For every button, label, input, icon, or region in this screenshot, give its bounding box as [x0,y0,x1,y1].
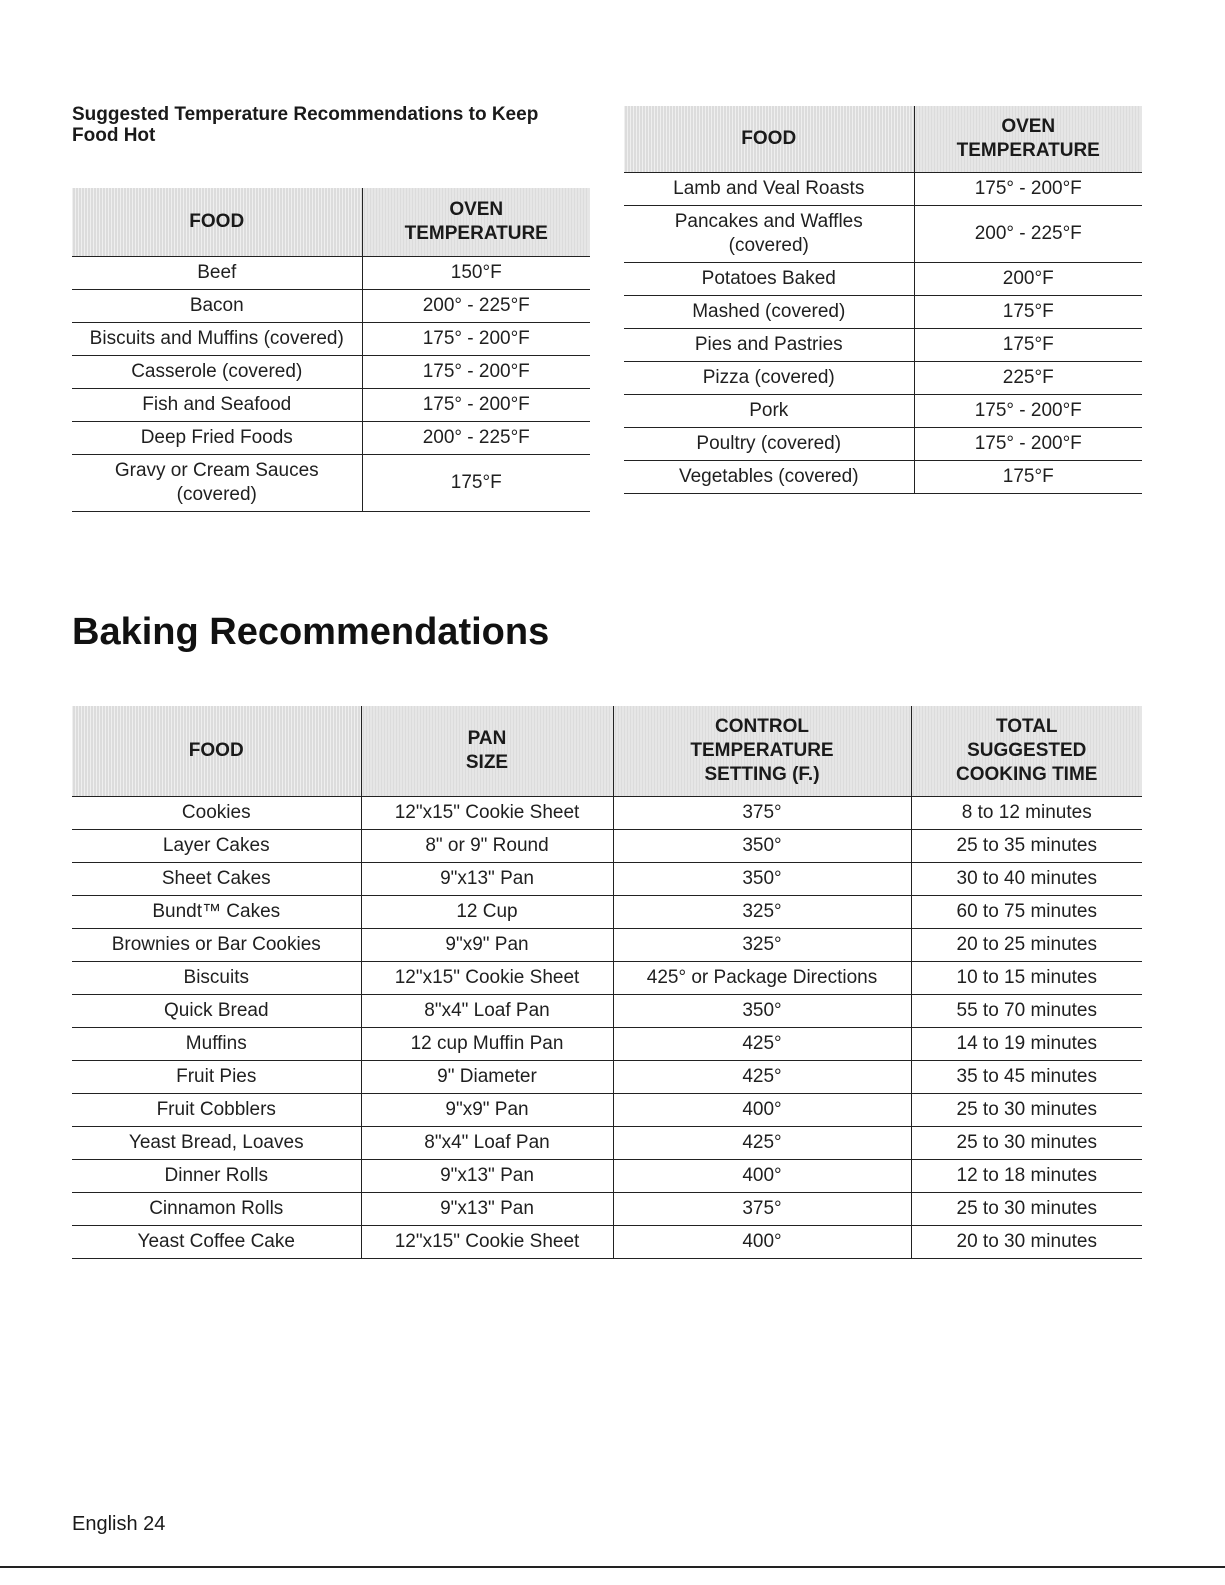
table-row [72,1226,1142,1259]
food-cell: Pork [624,395,914,428]
table-row [72,323,590,356]
temp-cell: 175°F [914,329,1142,362]
food-cell: Biscuits and Muffins (covered) [72,323,362,356]
pan-cell: 9"x13" Pan [361,1160,613,1193]
food-cell: Poultry (covered) [624,428,914,461]
food-cell: Potatoes Baked [624,263,914,296]
table-row [624,395,1142,428]
food-cell: Brownies or Bar Cookies [72,929,361,962]
table-row [72,1094,1142,1127]
baking-table [72,706,1142,1259]
food-cell: Yeast Coffee Cake [72,1226,361,1259]
food-cell: Dinner Rolls [72,1160,361,1193]
table-row [72,929,1142,962]
table-row [624,263,1142,296]
table-row [72,830,1142,863]
temp-cell: 400° [613,1226,911,1259]
bottom-divider [0,1566,1225,1568]
temp-cell: 175°F [914,461,1142,494]
table-row [72,389,590,422]
temp-cell: 350° [613,863,911,896]
food-cell: Muffins [72,1028,361,1061]
pan-cell: 12 Cup [361,896,613,929]
food-cell: Beef [72,257,362,290]
temp-cell: 175°F [362,455,590,512]
time-cell: 20 to 25 minutes [911,929,1142,962]
table-row [624,173,1142,206]
food-cell: Pizza (covered) [624,362,914,395]
control-temperature-header: CONTROL TEMPERATURE SETTING (F.) [613,706,911,797]
time-cell: 12 to 18 minutes [911,1160,1142,1193]
pan-cell: 9"x9" Pan [361,1094,613,1127]
temp-cell: 150°F [362,257,590,290]
table-row [72,1028,1142,1061]
table-row [624,428,1142,461]
keep-hot-table-right [624,106,1142,494]
oven-temperature-header: OVEN TEMPERATURE [362,188,590,257]
table-header-row [624,106,1142,173]
pan-cell: 12"x15" Cookie Sheet [361,797,613,830]
table-row [72,1160,1142,1193]
temp-cell: 175° - 200°F [362,356,590,389]
keep-hot-title [72,104,592,146]
temp-cell: 200° - 225°F [914,206,1142,263]
table-row [72,797,1142,830]
pan-cell: 12"x15" Cookie Sheet [361,1226,613,1259]
pan-size-header: PAN SIZE [361,706,613,797]
time-cell: 55 to 70 minutes [911,995,1142,1028]
food-cell: Gravy or Cream Sauces (covered) [72,455,362,512]
baking-heading: Baking Recommendations [72,611,550,653]
table-row [72,962,1142,995]
temp-cell: 200° - 225°F [362,290,590,323]
table-row [72,257,590,290]
cooking-time-header: TOTAL SUGGESTED COOKING TIME [911,706,1142,797]
pan-cell: 9"x13" Pan [361,1193,613,1226]
temp-cell: 350° [613,830,911,863]
time-cell: 10 to 15 minutes [911,962,1142,995]
pan-cell: 12"x15" Cookie Sheet [361,962,613,995]
food-cell: Lamb and Veal Roasts [624,173,914,206]
time-cell: 25 to 30 minutes [911,1127,1142,1160]
temp-cell: 200° - 225°F [362,422,590,455]
food-cell: Bundt™ Cakes [72,896,361,929]
table-row [72,995,1142,1028]
food-header: FOOD [624,106,914,173]
food-cell: Yeast Bread, Loaves [72,1127,361,1160]
table-row [72,1061,1142,1094]
food-cell: Vegetables (covered) [624,461,914,494]
table-row [72,896,1142,929]
temp-cell: 175°F [914,296,1142,329]
time-cell: 60 to 75 minutes [911,896,1142,929]
time-cell: 14 to 19 minutes [911,1028,1142,1061]
food-cell: Layer Cakes [72,830,361,863]
food-cell: Fish and Seafood [72,389,362,422]
table-row [72,1193,1142,1226]
food-header: FOOD [72,188,362,257]
keep-hot-title-line1: Suggested Temperature Recommendations to Keep [72,104,539,125]
food-cell: Casserole (covered) [72,356,362,389]
temp-cell: 425° or Package Directions [613,962,911,995]
temp-cell: 400° [613,1160,911,1193]
time-cell: 25 to 30 minutes [911,1094,1142,1127]
food-header: FOOD [72,706,361,797]
temp-cell: 175° - 200°F [914,395,1142,428]
temp-cell: 175° - 200°F [362,323,590,356]
food-cell: Bacon [72,290,362,323]
food-cell: Sheet Cakes [72,863,361,896]
pan-cell: 9"x9" Pan [361,929,613,962]
table-header-row [72,706,1142,797]
temp-cell: 375° [613,797,911,830]
food-cell: Fruit Pies [72,1061,361,1094]
food-cell: Mashed (covered) [624,296,914,329]
temp-cell: 400° [613,1094,911,1127]
pan-cell: 8"x4" Loaf Pan [361,1127,613,1160]
pan-cell: 8" or 9" Round [361,830,613,863]
table-row [624,329,1142,362]
table-row [72,290,590,323]
time-cell: 20 to 30 minutes [911,1226,1142,1259]
keep-hot-title-line2: Food Hot [72,125,156,146]
temp-cell: 425° [613,1028,911,1061]
temp-cell: 325° [613,896,911,929]
temp-cell: 375° [613,1193,911,1226]
temp-cell: 175° - 200°F [914,428,1142,461]
pan-cell: 12 cup Muffin Pan [361,1028,613,1061]
temp-cell: 325° [613,929,911,962]
pan-cell: 9" Diameter [361,1061,613,1094]
food-cell: Biscuits [72,962,361,995]
table-row [624,206,1142,263]
time-cell: 25 to 35 minutes [911,830,1142,863]
table-row [72,1127,1142,1160]
time-cell: 35 to 45 minutes [911,1061,1142,1094]
food-cell: Pies and Pastries [624,329,914,362]
temp-cell: 200°F [914,263,1142,296]
oven-temperature-header: OVEN TEMPERATURE [914,106,1142,173]
food-cell: Quick Bread [72,995,361,1028]
temp-cell: 425° [613,1127,911,1160]
table-row [72,455,590,512]
table-row [72,863,1142,896]
table-row [624,362,1142,395]
table-header-row [72,188,590,257]
pan-cell: 8"x4" Loaf Pan [361,995,613,1028]
table-row [72,422,590,455]
table-row [624,461,1142,494]
time-cell: 30 to 40 minutes [911,863,1142,896]
time-cell: 8 to 12 minutes [911,797,1142,830]
table-row [72,356,590,389]
temp-cell: 175° - 200°F [914,173,1142,206]
food-cell: Deep Fried Foods [72,422,362,455]
table-row [624,296,1142,329]
temp-cell: 425° [613,1061,911,1094]
food-cell: Fruit Cobblers [72,1094,361,1127]
page-number: English 24 [72,1513,166,1535]
keep-hot-table-left [72,188,590,512]
time-cell: 25 to 30 minutes [911,1193,1142,1226]
food-cell: Pancakes and Waffles (covered) [624,206,914,263]
food-cell: Cookies [72,797,361,830]
food-cell: Cinnamon Rolls [72,1193,361,1226]
temp-cell: 225°F [914,362,1142,395]
temp-cell: 350° [613,995,911,1028]
temp-cell: 175° - 200°F [362,389,590,422]
pan-cell: 9"x13" Pan [361,863,613,896]
